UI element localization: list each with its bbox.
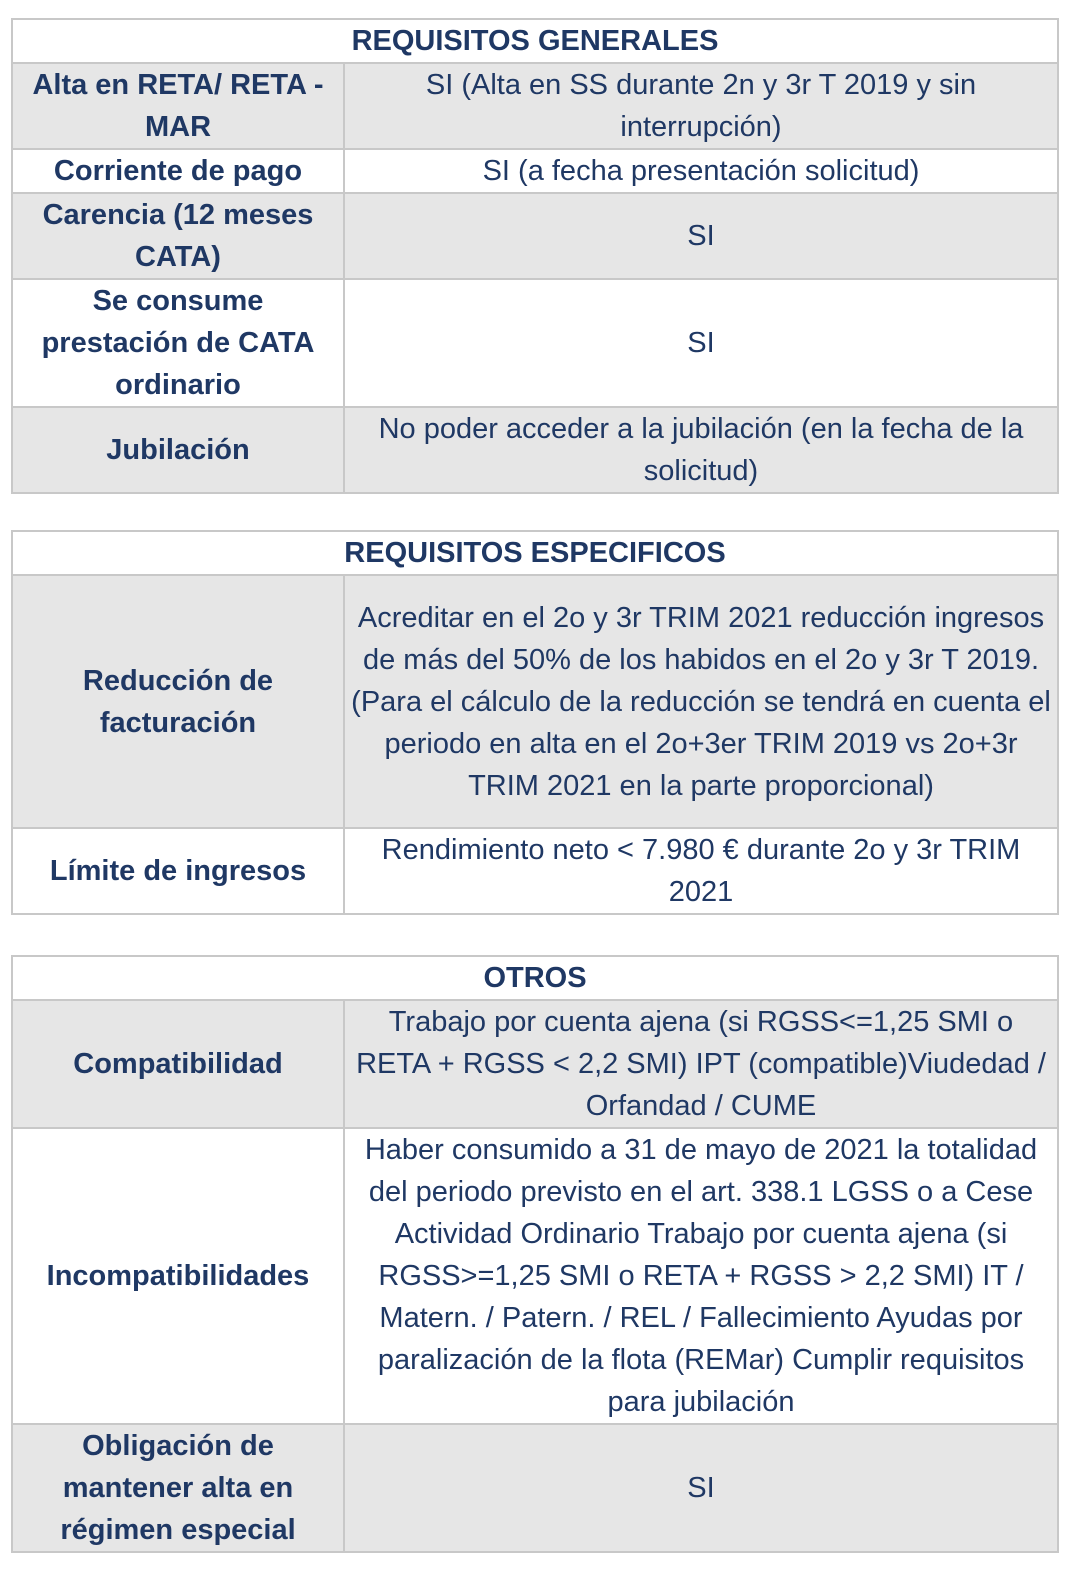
table-row [12,1128,1058,1424]
row-label: Corriente de pago [12,149,344,193]
row-label: Obligación de mantener alta en régimen especial [12,1424,344,1552]
table-requisitos-generales [11,18,1059,494]
row-value: Trabajo por cuenta ajena (si RGSS<=1,25 SMI o RETA + RGSS < 2,2 SMI) IPT (compatible)Viudedad / Orfandad / CUME [344,1000,1058,1128]
row-value: SI (Alta en SS durante 2n y 3r T 2019 y sin interrupción) [344,63,1058,149]
table-title: OTROS [12,956,1058,1000]
table-row [12,828,1058,914]
row-label: Alta en RETA/ RETA - MAR [12,63,344,149]
table-row [12,407,1058,493]
table-row [12,575,1058,828]
row-label: Carencia (12 meses CATA) [12,193,344,279]
row-value: SI (a fecha presentación solicitud) [344,149,1058,193]
row-label: Compatibilidad [12,1000,344,1128]
row-value: Acreditar en el 2o y 3r TRIM 2021 reducción ingresos de más del 50% de los habidos en el 2o y 3r T 2019. (Para el cálculo de la reducción se tendrá en cuenta el periodo en alta en el 2o+3er TRIM 2019 vs 2o+3r TRIM 2021 en la parte proporcional) [344,575,1058,828]
row-value: Rendimiento neto < 7.980 € durante 2o y 3r TRIM 2021 [344,828,1058,914]
row-value: SI [344,279,1058,407]
row-label: Incompatibilidades [12,1128,344,1424]
table-title: REQUISITOS ESPECIFICOS [12,531,1058,575]
row-label: Reducción de facturación [12,575,344,828]
row-value: Haber consumido a 31 de mayo de 2021 la totalidad del periodo previsto en el art. 338.1 LGSS o a Cese Actividad Ordinario Trabajo por cuenta ajena (si RGSS>=1,25 SMI o RETA + RGSS > 2,2 SMI) IT / Matern. / Patern. / REL / Fallecimiento Ayudas por paralización de la flota (REMar) Cumplir requisitos para jubilación [344,1128,1058,1424]
table-row [12,279,1058,407]
table-row [12,193,1058,279]
table-row [12,149,1058,193]
row-label: Se consume prestación de CATA ordinario [12,279,344,407]
table-row [12,63,1058,149]
row-label: Jubilación [12,407,344,493]
row-value: No poder acceder a la jubilación (en la fecha de la solicitud) [344,407,1058,493]
row-label: Límite de ingresos [12,828,344,914]
table-otros [11,955,1059,1553]
table-row [12,1000,1058,1128]
row-value: SI [344,193,1058,279]
table-row [12,1424,1058,1552]
table-title: REQUISITOS GENERALES [12,19,1058,63]
row-value: SI [344,1424,1058,1552]
table-requisitos-especificos [11,530,1059,915]
